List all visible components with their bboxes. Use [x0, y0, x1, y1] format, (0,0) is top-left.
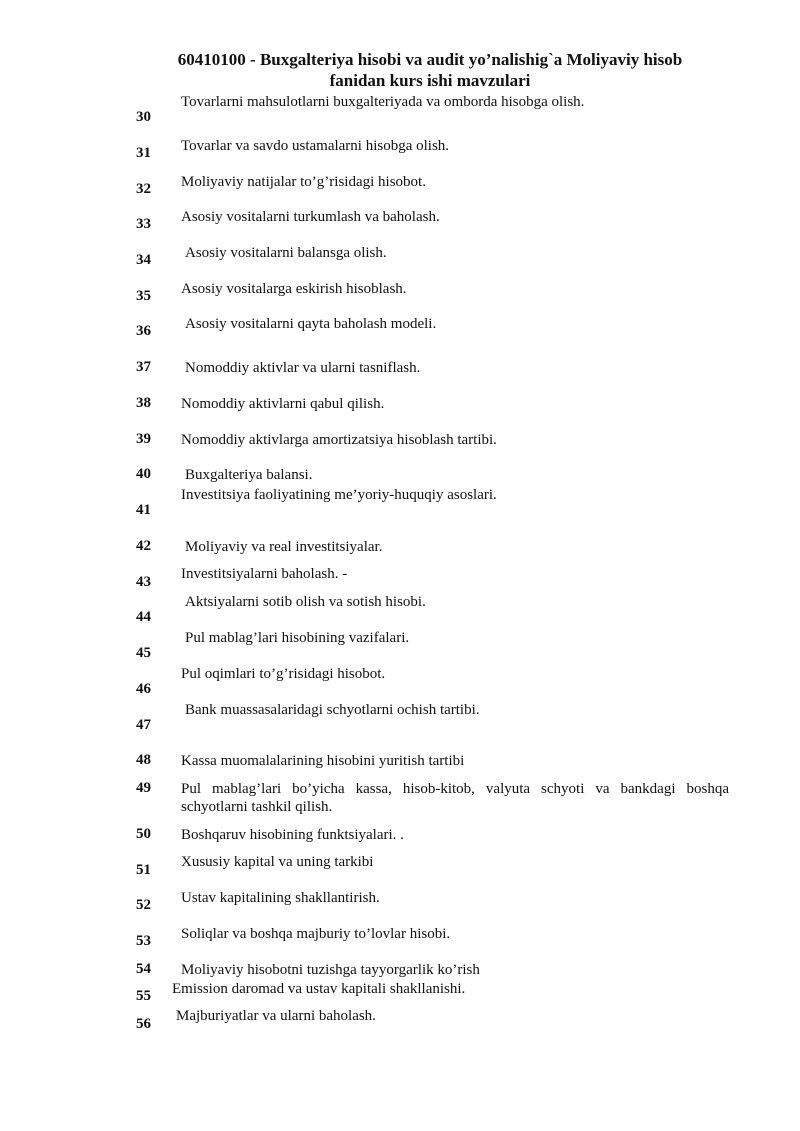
topic-number: 40 [136, 466, 151, 482]
topic-number: 53 [136, 933, 151, 949]
topic-number: 32 [136, 181, 151, 197]
topic-text: Soliqlar va boshqa majburiy to’lovlar hisobi. [181, 926, 451, 942]
topic-text: Investitsiya faoliyatining me’yoriy-huquqiy asoslari. [181, 487, 497, 503]
topic-text: Pul mablag’lari hisobining vazifalari. [185, 630, 410, 646]
topic-number: 48 [136, 752, 151, 768]
topic-text: Tovarlarni mahsulotlarni buxgalteriyada va omborda hisobga olish. [181, 94, 585, 110]
topic-number: 43 [136, 574, 151, 590]
topic-number: 56 [136, 1016, 151, 1032]
topic-text: Xususiy kapital va uning tarkibi [181, 854, 374, 870]
page-title-line-1: 60410100 - Buxgalteriya hisobi va audit yo’nalishig`a Moliyaviy hisob [177, 50, 683, 69]
topic-number: 38 [136, 395, 151, 411]
topic-number: 45 [136, 645, 151, 661]
topic-text: Asosiy vositalarni balansga olish. [185, 245, 387, 261]
topic-number: 47 [136, 717, 151, 733]
topic-text: Asosiy vositalarni turkumlash va baholash. [181, 209, 440, 225]
topic-text: Pul mablag’lari bo’yicha kassa, hisob-kitob, valyuta schyoti va bankdagi boshqa schyotlarni tashkil qilish. [181, 781, 729, 815]
topic-number: 41 [136, 502, 151, 518]
topic-number: 44 [136, 609, 151, 625]
topic-text: Moliyaviy hisobotni tuzishga tayyorgarlik ko’rish [181, 962, 480, 978]
topic-number: 34 [136, 252, 151, 268]
topic-number: 51 [136, 862, 151, 878]
topic-number: 49 [136, 780, 151, 796]
topic-number: 33 [136, 216, 151, 232]
topic-text: Investitsiyalarni baholash. - [181, 566, 348, 582]
topic-text: Ustav kapitalining shakllantirish. [181, 890, 380, 906]
topic-text: Nomoddiy aktivlarga amortizatsiya hisoblash tartibi. [181, 432, 497, 448]
topic-text: Asosiy vositalarga eskirish hisoblash. [181, 281, 407, 297]
topic-number: 42 [136, 538, 151, 554]
topic-number: 37 [136, 359, 151, 375]
topic-number: 55 [136, 988, 151, 1004]
topic-number: 31 [136, 145, 151, 161]
topic-text: Moliyaviy va real investitsiyalar. [185, 539, 383, 555]
topic-text: Moliyaviy natijalar to’g’risidagi hisobot. [181, 174, 426, 190]
topic-number: 36 [136, 323, 151, 339]
topic-number: 54 [136, 961, 151, 977]
topic-number: 39 [136, 431, 151, 447]
topic-number: 52 [136, 897, 151, 913]
topic-text: Boshqaruv hisobining funktsiyalari. . [181, 827, 404, 843]
topic-text: Bank muassasalaridagi schyotlarni ochish tartibi. [185, 702, 480, 718]
topic-text: Emission daromad va ustav kapitali shakllanishi. [172, 981, 466, 997]
topic-text: Pul oqimlari to’g’risidagi hisobot. [181, 666, 386, 682]
topic-text: Tovarlar va savdo ustamalarni hisobga olish. [181, 138, 450, 154]
topic-number: 50 [136, 826, 151, 842]
topic-text: Kassa muomalalarining hisobini yuritish tartibi [181, 753, 465, 769]
topic-number: 46 [136, 681, 151, 697]
topic-text: Majburiyatlar va ularni baholash. [176, 1008, 376, 1024]
topic-text: Nomoddiy aktivlar va ularni tasniflash. [185, 360, 421, 376]
topic-text: Aktsiyalarni sotib olish va sotish hisobi. [185, 594, 426, 610]
topic-text: Asosiy vositalarni qayta baholash modeli. [185, 316, 437, 332]
topic-number: 35 [136, 288, 151, 304]
topic-text: Nomoddiy aktivlarni qabul qilish. [181, 396, 385, 412]
topic-text: Buxgalteriya balansi. [185, 467, 313, 483]
topic-number: 30 [136, 109, 151, 125]
page-title-line-2: fanidan kurs ishi mavzulari [329, 71, 531, 90]
